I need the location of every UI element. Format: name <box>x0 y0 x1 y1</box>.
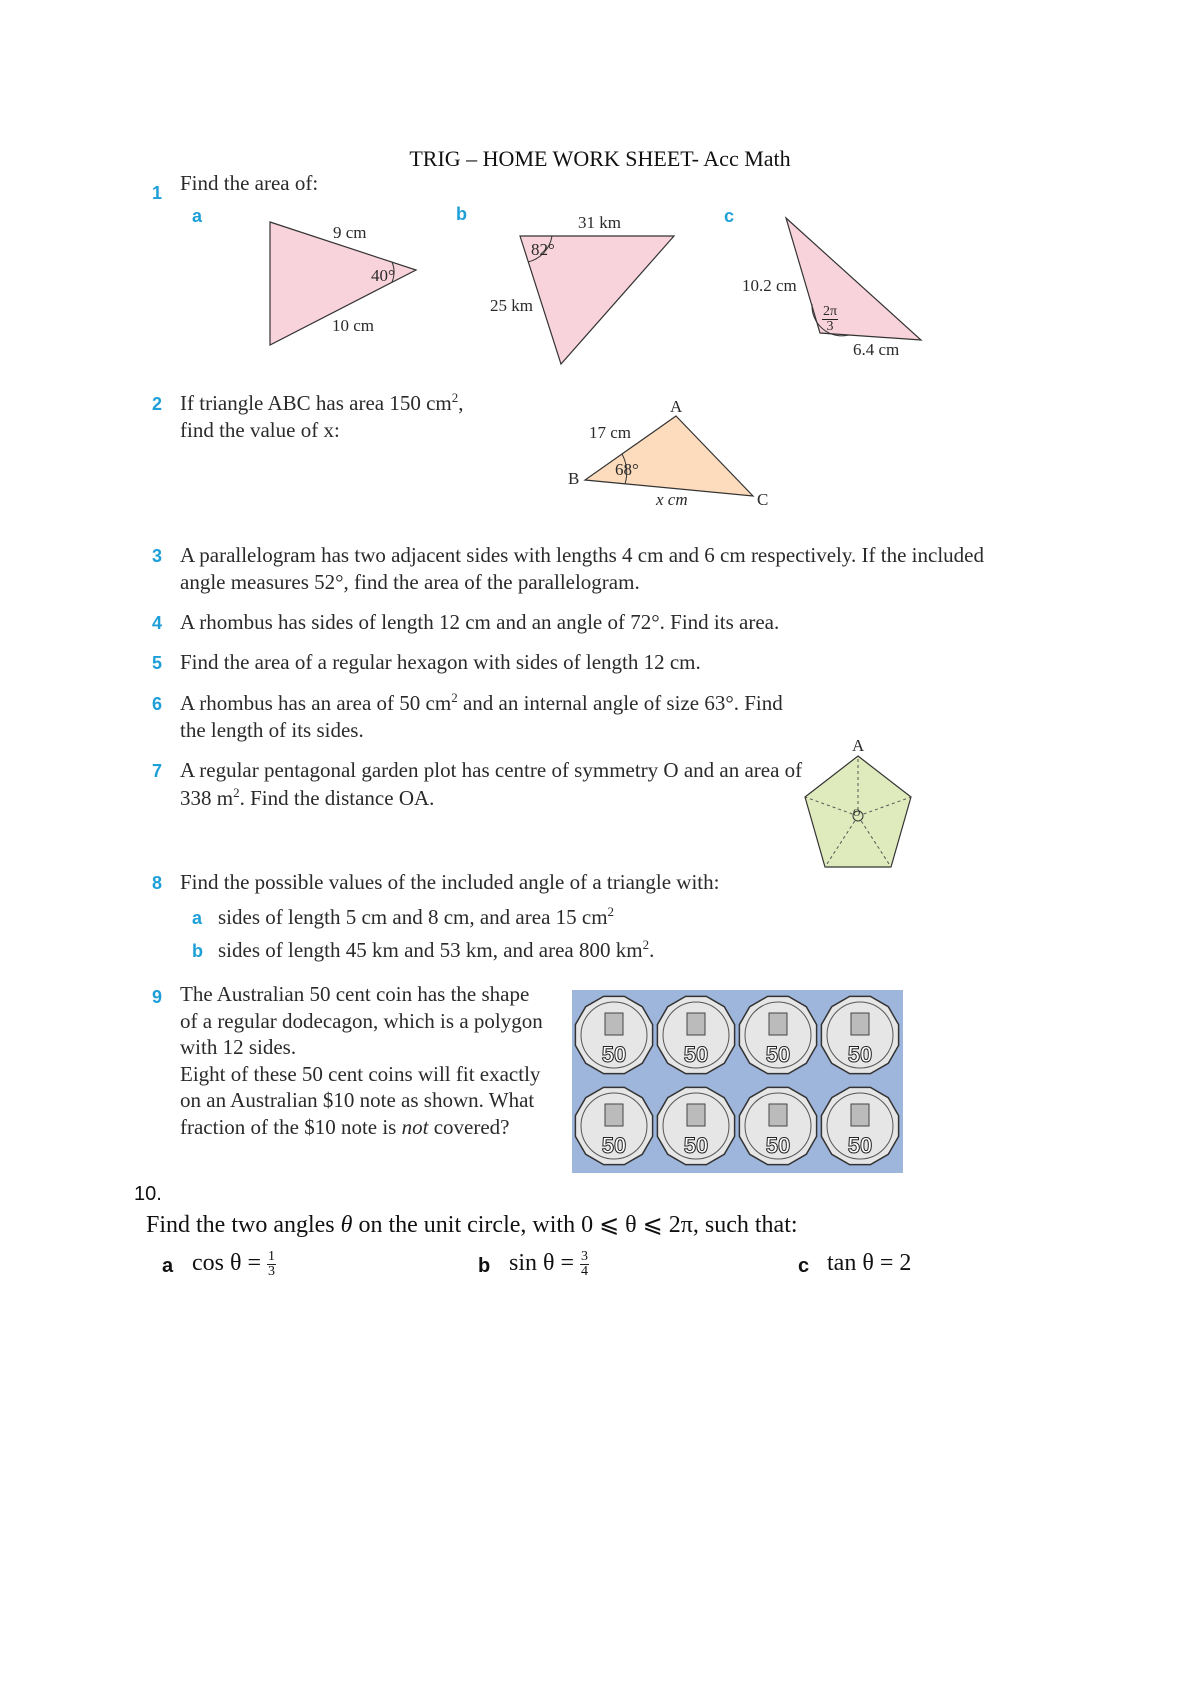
q1c-side1-label: 10.2 cm <box>742 276 797 295</box>
q7-line2-end: . Find the distance OA. <box>239 786 435 810</box>
question-6-line2: the length of its sides. <box>180 718 364 742</box>
q2-base-label: x cm <box>656 490 688 509</box>
question-6-number: 6 <box>152 694 163 714</box>
q9-line: on an Australian $10 note as shown. What <box>180 1088 535 1112</box>
q10-part-b-label: b <box>478 1255 491 1277</box>
fifty-cent-coin <box>821 1087 898 1164</box>
fifty-cent-coin <box>575 996 652 1073</box>
coin-value-label: 50 <box>683 1133 709 1158</box>
question-3-line1: A parallelogram has two adjacent sides with lengths 4 cm and 6 cm respectively. If the included <box>180 543 984 567</box>
q10a-denominator: 3 <box>268 1264 276 1279</box>
q1-part-a-label: a <box>192 206 203 226</box>
coin-value-label: 50 <box>765 1042 791 1067</box>
q10b-denominator: 4 <box>581 1264 589 1279</box>
coin-value-label: 50 <box>601 1042 627 1067</box>
question-2-line2: find the value of x: <box>180 418 340 442</box>
q7-vertex-a: A <box>852 736 865 755</box>
q6-line1-sup: 2 <box>451 690 458 705</box>
question-1-number: 1 <box>152 183 163 203</box>
q9-line: of a regular dodecagon, which is a polygon <box>180 1008 543 1033</box>
q8-part-b-label: b <box>192 941 203 961</box>
question-10-text <box>146 1210 798 1239</box>
q2-vertex-a: A <box>670 397 683 416</box>
q10-part-b-expr <box>509 1250 589 1279</box>
q10b-numerator: 3 <box>581 1249 589 1264</box>
q1a-side2-label: 10 cm <box>332 316 375 335</box>
question-4-text: A rhombus has sides of length 12 cm and an angle of 72°. Find its area. <box>180 610 780 634</box>
question-2-line1 <box>180 388 464 418</box>
question-9-text <box>180 981 543 1140</box>
q2-angle-label: 68° <box>615 460 639 479</box>
q8a-sup: 2 <box>607 904 615 919</box>
fifty-cent-coin <box>821 996 898 1073</box>
question-10-number: 10. <box>134 1183 162 1205</box>
q10-theta: θ <box>340 1212 353 1238</box>
q1b-side1-label: 31 km <box>578 213 621 232</box>
q1-part-c-label: c <box>724 206 735 226</box>
question-9-number: 9 <box>152 987 163 1007</box>
fifty-cent-coin <box>657 1087 734 1164</box>
question-8-text: Find the possible values of the included angle of a triangle with: <box>180 870 720 894</box>
q8b-sup: 2 <box>642 937 650 952</box>
q7-line2-text: 338 m <box>180 786 234 810</box>
q9-last-text: fraction of the $10 note is <box>180 1114 402 1139</box>
coin-value-label: 50 <box>847 1042 873 1067</box>
q1c-angle-denominator: 3 <box>826 319 834 334</box>
q10b-function: sin θ = <box>509 1250 581 1277</box>
q1-part-b-label: b <box>456 204 467 224</box>
fifty-cent-coin <box>575 1087 652 1164</box>
q1c-side2-label: 6.4 cm <box>853 340 900 359</box>
q1a-angle-label: 40° <box>371 266 395 285</box>
q9-line: Eight of these 50 cent coins will fit exactly <box>180 1061 541 1086</box>
q1c-triangle <box>786 218 921 340</box>
q10-part-c-expr: tan θ = 2 <box>827 1250 912 1276</box>
coin-value-label: 50 <box>847 1133 873 1158</box>
q10-text-end: on the unit circle, with 0 ⩽ θ ⩽ 2π, such that: <box>352 1212 798 1238</box>
q1b-angle-label: 82° <box>531 240 555 259</box>
q1a-side1-label: 9 cm <box>333 223 367 242</box>
question-7-line2 <box>180 783 434 813</box>
q2-side-label: 17 cm <box>589 423 632 442</box>
question-2-number: 2 <box>152 394 163 414</box>
q1c-angle-numerator: 2π <box>823 304 838 319</box>
q10-part-c-label: c <box>798 1255 810 1277</box>
question-3-line2: angle measures 52°, find the area of the parallelogram. <box>180 570 640 594</box>
q9-line-last <box>180 1114 543 1141</box>
q10a-function: cos θ = <box>192 1250 268 1277</box>
q2-vertex-b: B <box>568 469 580 488</box>
q10a-numerator: 1 <box>268 1249 276 1264</box>
question-3-number: 3 <box>152 546 163 566</box>
question-5-number: 5 <box>152 653 163 673</box>
fifty-cent-coin <box>739 1087 816 1164</box>
q7-centre-label: O <box>853 808 861 819</box>
page-title: TRIG – HOME WORK SHEET- Acc Math <box>409 146 791 171</box>
question-8-number: 8 <box>152 873 163 893</box>
question-7-line1: A regular pentagonal garden plot has centre of symmetry O and an area of <box>180 758 803 782</box>
q8b-text: sides of length 45 km and 53 km, and area 800 km <box>218 938 643 962</box>
coin-value-label: 50 <box>765 1133 791 1158</box>
q10-text-start: Find the two angles <box>146 1212 341 1238</box>
q8b-end: . <box>649 938 655 962</box>
q6-line1-end: and an internal angle of size 63°. Find <box>457 691 783 715</box>
question-5-text: Find the area of a regular hexagon with sides of length 12 cm. <box>180 650 701 674</box>
question-4-number: 4 <box>152 613 163 633</box>
q1c-angle-label <box>822 305 838 334</box>
ten-dollar-note-image <box>572 990 903 1173</box>
question-6-line1 <box>180 688 783 718</box>
q1b-side2-label: 25 km <box>490 296 533 315</box>
q9-emphasis: not <box>401 1114 429 1139</box>
coin-value-label: 50 <box>683 1042 709 1067</box>
q10-part-a-expr <box>192 1250 276 1279</box>
question-1-text: Find the area of: <box>180 171 319 195</box>
q8a-text: sides of length 5 cm and 8 cm, and area 15 cm <box>218 905 608 929</box>
question-7-number: 7 <box>152 761 163 781</box>
fifty-cent-coin <box>657 996 734 1073</box>
coin-value-label: 50 <box>601 1133 627 1158</box>
q2-line1-end: , <box>458 391 464 415</box>
q2-line1-text: If triangle ABC has area 150 cm <box>180 391 452 415</box>
fifty-cent-coin <box>739 996 816 1073</box>
q10-part-a-label: a <box>162 1255 174 1277</box>
q8-part-a-text <box>218 902 614 932</box>
q8-part-b-text <box>218 935 654 965</box>
q9-line: with 12 sides. <box>180 1035 297 1059</box>
q2-vertex-c: C <box>757 490 769 509</box>
q6-line1-text: A rhombus has an area of 50 cm <box>180 691 452 715</box>
q2-line1-sup: 2 <box>451 390 459 405</box>
q9-last-end: covered? <box>428 1114 510 1139</box>
q9-line: The Australian 50 cent coin has the shape <box>180 982 530 1006</box>
q7-line2-sup: 2 <box>233 785 240 800</box>
q8-part-a-label: a <box>192 908 203 928</box>
